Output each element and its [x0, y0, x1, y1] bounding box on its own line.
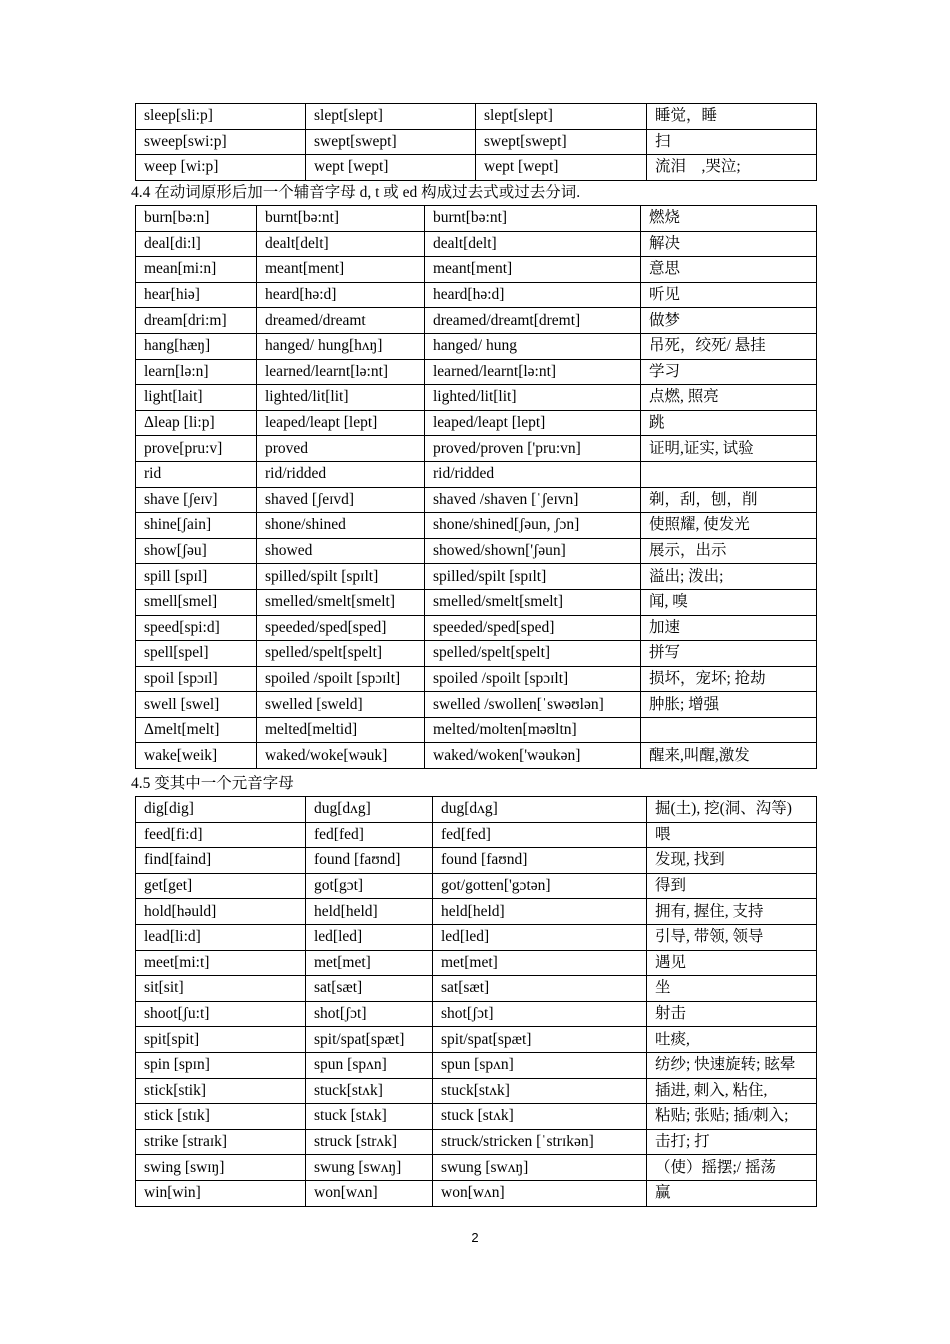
base-form-cell: feed[fi:d]	[136, 822, 306, 848]
meaning-cell: 纺纱; 快速旋转; 眩晕	[647, 1052, 817, 1078]
table-row	[136, 1129, 817, 1155]
base-form-cell: stick [stɪk]	[136, 1104, 306, 1130]
table-row	[136, 641, 817, 667]
meaning-cell: （使）摇摆;/ 摇荡	[647, 1155, 817, 1181]
past-participle-cell: stuck [stʌk]	[433, 1104, 647, 1130]
meaning-cell: 射击	[647, 1001, 817, 1027]
past-tense-cell: got[gɔt]	[306, 873, 433, 899]
meaning-cell: 做梦	[641, 308, 817, 334]
past-tense-cell: dealt[delt]	[257, 231, 425, 257]
past-tense-cell: swung [swʌŋ]	[306, 1155, 433, 1181]
base-form-cell: lead[li:d]	[136, 924, 306, 950]
table-row	[136, 410, 817, 436]
past-participle-cell: leaped/leapt [lept]	[425, 410, 641, 436]
meaning-cell	[641, 717, 817, 743]
past-participle-cell: wept [wept]	[476, 155, 647, 181]
meaning-cell: 燃烧	[641, 206, 817, 232]
past-tense-cell: dreamed/dreamt	[257, 308, 425, 334]
base-form-cell: sweep[swi:p]	[136, 129, 306, 155]
past-participle-cell: spelled/spelt[spelt]	[425, 641, 641, 667]
past-participle-cell: found [faʊnd]	[433, 848, 647, 874]
past-participle-cell: proved/proven ['pru:vn]	[425, 436, 641, 462]
past-participle-cell: dug[dʌg]	[433, 797, 647, 823]
past-participle-cell: spilled/spilt [spɪlt]	[425, 564, 641, 590]
past-participle-cell: lighted/lit[lit]	[425, 385, 641, 411]
past-tense-cell: swelled [sweld]	[257, 692, 425, 718]
past-participle-cell: spun [spʌn]	[433, 1052, 647, 1078]
base-form-cell: sleep[sli:p]	[136, 104, 306, 130]
base-form-cell: mean[mi:n]	[136, 257, 257, 283]
base-form-cell: spin [spɪn]	[136, 1052, 306, 1078]
past-participle-cell: swelled /swollen[ˈswəʊlən]	[425, 692, 641, 718]
base-form-cell: spell[spel]	[136, 641, 257, 667]
table-row	[136, 873, 817, 899]
table-row	[136, 436, 817, 462]
base-form-cell: shoot[ʃu:t]	[136, 1001, 306, 1027]
past-participle-cell: led[led]	[433, 924, 647, 950]
past-participle-cell: speeded/sped[sped]	[425, 615, 641, 641]
past-tense-cell: waked/woke[wəuk]	[257, 743, 425, 769]
meaning-cell: 遇见	[647, 950, 817, 976]
past-participle-cell: melted/molten[məʊltn]	[425, 717, 641, 743]
past-tense-cell: led[led]	[306, 924, 433, 950]
table-row	[136, 461, 817, 487]
past-tense-cell: rid/ridded	[257, 461, 425, 487]
table-row	[136, 615, 817, 641]
meaning-cell: 粘贴; 张贴; 插/刺入;	[647, 1104, 817, 1130]
table-row	[136, 589, 817, 615]
meaning-cell: 听见	[641, 282, 817, 308]
past-tense-cell: spoiled /spoilt [spɔɪlt]	[257, 666, 425, 692]
base-form-cell: show[ʃəu]	[136, 538, 257, 564]
base-form-cell: deal[di:l]	[136, 231, 257, 257]
meaning-cell: 引导, 带领, 领导	[647, 924, 817, 950]
table-row	[136, 924, 817, 950]
past-tense-cell: shaved [ʃeɪvd]	[257, 487, 425, 513]
past-tense-cell: shot[ʃɔt]	[306, 1001, 433, 1027]
verb-table-4-4	[135, 205, 817, 769]
base-form-cell: rid	[136, 461, 257, 487]
table-row	[136, 899, 817, 925]
past-participle-cell: burnt[bə:nt]	[425, 206, 641, 232]
meaning-cell: 发现, 找到	[647, 848, 817, 874]
table-row	[136, 487, 817, 513]
table-row	[136, 257, 817, 283]
table-row	[136, 231, 817, 257]
past-participle-cell: waked/woken['wəukən]	[425, 743, 641, 769]
past-participle-cell: met[met]	[433, 950, 647, 976]
past-participle-cell: won[wʌn]	[433, 1180, 647, 1206]
base-form-cell: swell [swel]	[136, 692, 257, 718]
past-participle-cell: learned/learnt[lə:nt]	[425, 359, 641, 385]
table-row	[136, 692, 817, 718]
table-row	[136, 206, 817, 232]
past-tense-cell: struck [strʌk]	[306, 1129, 433, 1155]
meaning-cell: 赢	[647, 1180, 817, 1206]
table-row	[136, 797, 817, 823]
meaning-cell: 掘(土), 挖(洞、沟等)	[647, 797, 817, 823]
meaning-cell: 击打; 打	[647, 1129, 817, 1155]
table-row	[136, 129, 817, 155]
past-tense-cell: heard[hə:d]	[257, 282, 425, 308]
base-form-cell: smell[smel]	[136, 589, 257, 615]
table-row	[136, 564, 817, 590]
base-form-cell: Δmelt[melt]	[136, 717, 257, 743]
table-row	[136, 950, 817, 976]
past-participle-cell: meant[ment]	[425, 257, 641, 283]
past-tense-cell: won[wʌn]	[306, 1180, 433, 1206]
past-participle-cell: hanged/ hung	[425, 333, 641, 359]
meaning-cell: 喂	[647, 822, 817, 848]
base-form-cell: speed[spi:d]	[136, 615, 257, 641]
table-row	[136, 385, 817, 411]
meaning-cell: 流泪 ,哭泣;	[647, 155, 817, 181]
table-row	[136, 155, 817, 181]
meaning-cell: 睡觉，睡	[647, 104, 817, 130]
past-participle-cell: spoiled /spoilt [spɔɪlt]	[425, 666, 641, 692]
past-participle-cell: shot[ʃɔt]	[433, 1001, 647, 1027]
table-row	[136, 538, 817, 564]
past-tense-cell: met[met]	[306, 950, 433, 976]
past-tense-cell: dug[dʌg]	[306, 797, 433, 823]
meaning-cell: 展示，出示	[641, 538, 817, 564]
meaning-cell: 得到	[647, 873, 817, 899]
meaning-cell: 跳	[641, 410, 817, 436]
base-form-cell: burn[bə:n]	[136, 206, 257, 232]
base-form-cell: spit[spit]	[136, 1027, 306, 1053]
base-form-cell: strike [straɪk]	[136, 1129, 306, 1155]
meaning-cell: 点燃, 照亮	[641, 385, 817, 411]
past-participle-cell: dealt[delt]	[425, 231, 641, 257]
meaning-cell: 剃，刮，刨，削	[641, 487, 817, 513]
past-tense-cell: held[held]	[306, 899, 433, 925]
base-form-cell: spill [spɪl]	[136, 564, 257, 590]
past-tense-cell: stuck [stʌk]	[306, 1104, 433, 1130]
table-row	[136, 976, 817, 1002]
past-participle-cell: held[held]	[433, 899, 647, 925]
section-heading-4-4: 4.4 在动词原形后加一个辅音字母 d, t 或 ed 构成过去式或过去分词.	[131, 184, 581, 201]
base-form-cell: wake[weik]	[136, 743, 257, 769]
meaning-cell: 坐	[647, 976, 817, 1002]
meaning-cell: 学习	[641, 359, 817, 385]
table-row	[136, 104, 817, 130]
table-row	[136, 308, 817, 334]
table-row	[136, 1180, 817, 1206]
base-form-cell: hang[hæŋ]	[136, 333, 257, 359]
meaning-cell: 损坏，宠坏; 抢劫	[641, 666, 817, 692]
past-tense-cell: spit/spat[spæt]	[306, 1027, 433, 1053]
base-form-cell: hear[hiə]	[136, 282, 257, 308]
table-row	[136, 1001, 817, 1027]
verb-table-4-5	[135, 796, 817, 1207]
table-row	[136, 666, 817, 692]
base-form-cell: dig[dig]	[136, 797, 306, 823]
past-participle-cell: rid/ridded	[425, 461, 641, 487]
base-form-cell: learn[lə:n]	[136, 359, 257, 385]
meaning-cell: 溢出; 泼出;	[641, 564, 817, 590]
past-tense-cell: sat[sæt]	[306, 976, 433, 1002]
meaning-cell	[641, 461, 817, 487]
base-form-cell: win[win]	[136, 1180, 306, 1206]
past-participle-cell: heard[hə:d]	[425, 282, 641, 308]
past-participle-cell: dreamed/dreamt[dremt]	[425, 308, 641, 334]
table-row	[136, 1052, 817, 1078]
past-tense-cell: swept[swept]	[306, 129, 476, 155]
table-row	[136, 743, 817, 769]
past-participle-cell: smelled/smelt[smelt]	[425, 589, 641, 615]
meaning-cell: 扫	[647, 129, 817, 155]
table-row	[136, 717, 817, 743]
base-form-cell: get[get]	[136, 873, 306, 899]
past-tense-cell: speeded/sped[sped]	[257, 615, 425, 641]
past-participle-cell: slept[slept]	[476, 104, 647, 130]
past-tense-cell: spun [spʌn]	[306, 1052, 433, 1078]
base-form-cell: find[faind]	[136, 848, 306, 874]
past-tense-cell: smelled/smelt[smelt]	[257, 589, 425, 615]
past-tense-cell: spilled/spilt [spɪlt]	[257, 564, 425, 590]
past-participle-cell: struck/stricken [ˈstrɪkən]	[433, 1129, 647, 1155]
table-row	[136, 822, 817, 848]
past-tense-cell: leaped/leapt [lept]	[257, 410, 425, 436]
base-form-cell: shine[ʃain]	[136, 513, 257, 539]
past-participle-cell: swung [swʌŋ]	[433, 1155, 647, 1181]
meaning-cell: 吐痰,	[647, 1027, 817, 1053]
meaning-cell: 醒来,叫醒,激发	[641, 743, 817, 769]
past-tense-cell: stuck[stʌk]	[306, 1078, 433, 1104]
base-form-cell: sit[sit]	[136, 976, 306, 1002]
past-participle-cell: stuck[stʌk]	[433, 1078, 647, 1104]
table-row	[136, 333, 817, 359]
section-heading-4-5: 4.5 变其中一个元音字母	[131, 775, 294, 792]
meaning-cell: 解决	[641, 231, 817, 257]
past-tense-cell: found [faʊnd]	[306, 848, 433, 874]
past-tense-cell: meant[ment]	[257, 257, 425, 283]
meaning-cell: 意思	[641, 257, 817, 283]
past-tense-cell: hanged/ hung[hʌŋ]	[257, 333, 425, 359]
past-participle-cell: showed/shown['ʃəun]	[425, 538, 641, 564]
past-tense-cell: shone/shined	[257, 513, 425, 539]
meaning-cell: 证明,证实, 试验	[641, 436, 817, 462]
past-participle-cell: shone/shined[ʃəun, ʃɔn]	[425, 513, 641, 539]
verb-table-continued	[135, 103, 817, 181]
meaning-cell: 使照耀, 使发光	[641, 513, 817, 539]
base-form-cell: shave [ʃeɪv]	[136, 487, 257, 513]
table-row	[136, 848, 817, 874]
past-participle-cell: sat[sæt]	[433, 976, 647, 1002]
meaning-cell: 闻, 嗅	[641, 589, 817, 615]
table-row	[136, 513, 817, 539]
table-row	[136, 1027, 817, 1053]
past-participle-cell: got/gotten['gɔtən]	[433, 873, 647, 899]
past-tense-cell: melted[meltid]	[257, 717, 425, 743]
past-tense-cell: learned/learnt[lə:nt]	[257, 359, 425, 385]
base-form-cell: swing [swɪŋ]	[136, 1155, 306, 1181]
table-row	[136, 359, 817, 385]
past-participle-cell: spit/spat[spæt]	[433, 1027, 647, 1053]
past-tense-cell: fed[fed]	[306, 822, 433, 848]
table-row	[136, 1155, 817, 1181]
meaning-cell: 吊死，绞死/ 悬挂	[641, 333, 817, 359]
meaning-cell: 肿胀; 增强	[641, 692, 817, 718]
base-form-cell: spoil [spɔɪl]	[136, 666, 257, 692]
past-tense-cell: slept[slept]	[306, 104, 476, 130]
meaning-cell: 拼写	[641, 641, 817, 667]
past-participle-cell: shaved /shaven [ˈʃeɪvn]	[425, 487, 641, 513]
base-form-cell: meet[mi:t]	[136, 950, 306, 976]
base-form-cell: light[lait]	[136, 385, 257, 411]
base-form-cell: weep [wi:p]	[136, 155, 306, 181]
table-row	[136, 1104, 817, 1130]
meaning-cell: 加速	[641, 615, 817, 641]
base-form-cell: prove[pru:v]	[136, 436, 257, 462]
base-form-cell: dream[dri:m]	[136, 308, 257, 334]
past-participle-cell: fed[fed]	[433, 822, 647, 848]
base-form-cell: hold[həuld]	[136, 899, 306, 925]
past-tense-cell: spelled/spelt[spelt]	[257, 641, 425, 667]
table-row	[136, 282, 817, 308]
meaning-cell: 插进, 刺入, 粘住,	[647, 1078, 817, 1104]
base-form-cell: stick[stik]	[136, 1078, 306, 1104]
table-row	[136, 1078, 817, 1104]
past-participle-cell: swept[swept]	[476, 129, 647, 155]
past-tense-cell: lighted/lit[lit]	[257, 385, 425, 411]
past-tense-cell: wept [wept]	[306, 155, 476, 181]
past-tense-cell: burnt[bə:nt]	[257, 206, 425, 232]
meaning-cell: 拥有, 握住, 支持	[647, 899, 817, 925]
page-number: 2	[471, 1230, 479, 1245]
past-tense-cell: showed	[257, 538, 425, 564]
base-form-cell: Δleap [li:p]	[136, 410, 257, 436]
past-tense-cell: proved	[257, 436, 425, 462]
